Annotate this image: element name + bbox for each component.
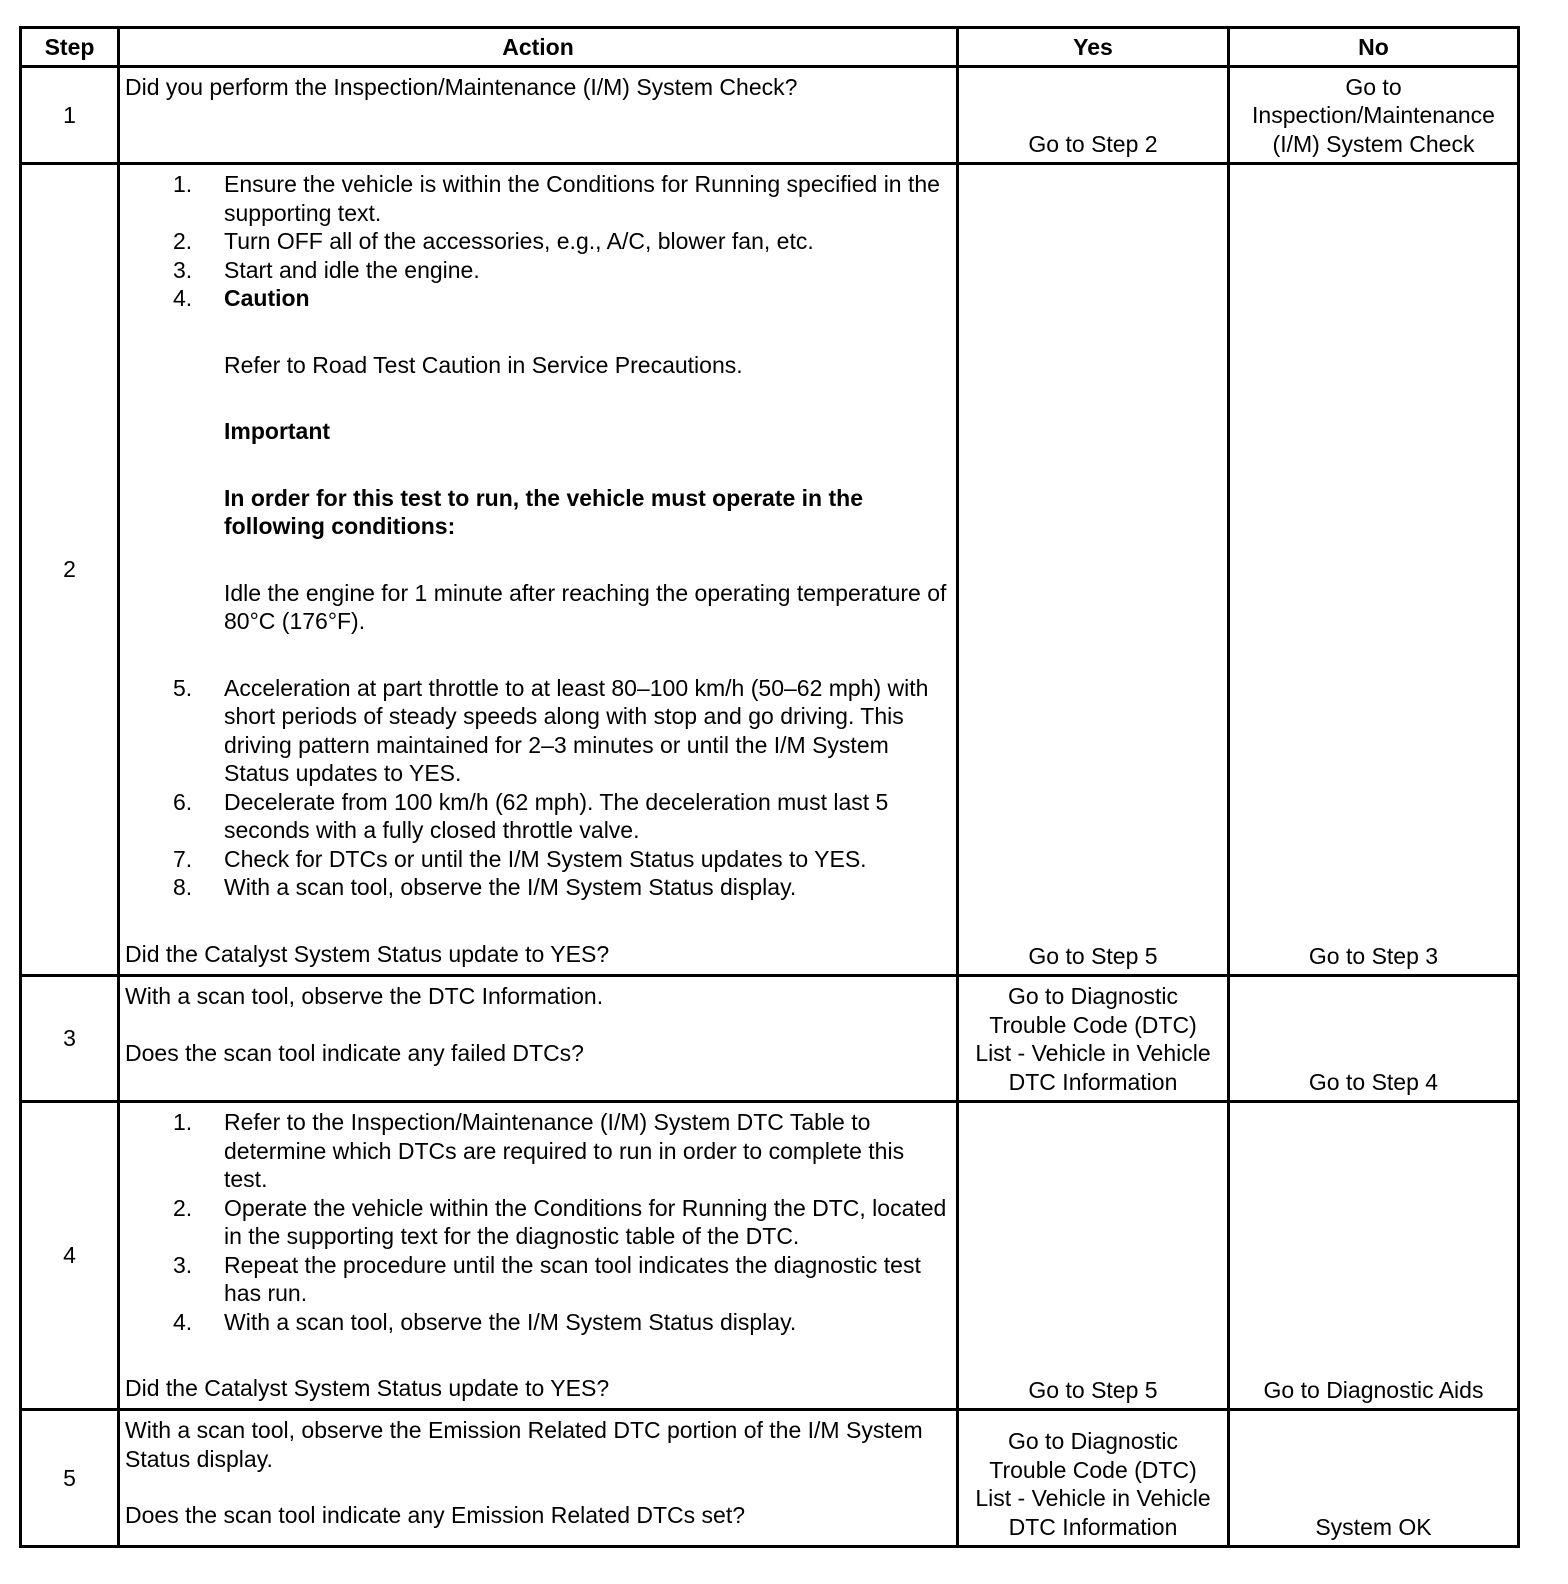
no-cell: Go to Step 4	[1229, 976, 1519, 1102]
question-text: Does the scan tool indicate any Emission Related DTCs set?	[125, 1502, 746, 1528]
list-item: 2. Turn OFF all of the accessories, e.g., A/C, blower fan, etc.	[173, 228, 814, 254]
procedure-list	[125, 170, 952, 313]
yes-cell	[958, 1410, 1229, 1547]
header-step: Step	[21, 28, 119, 67]
action-cell	[119, 67, 958, 164]
action-cell	[119, 976, 958, 1102]
yes-line: Go to Diagnostic	[1007, 983, 1179, 1009]
yes-line: List - Vehicle in Vehicle	[975, 1040, 1211, 1066]
caution-text: Refer to Road Test Caution in Service Precautions.	[224, 351, 743, 378]
action-cell	[119, 164, 958, 976]
yes-line: Trouble Code (DTC)	[989, 1456, 1197, 1483]
header-no: No	[1229, 28, 1519, 67]
instruction-text: With a scan tool, observe the Emission Related DTC portion of the I/M System Status display.	[125, 1417, 923, 1472]
no-line: Inspection/Maintenance	[1252, 102, 1495, 128]
list-item: 4. With a scan tool, observe the I/M System Status display.	[173, 1308, 797, 1335]
table-row	[21, 164, 1519, 976]
no-line: (I/M) System Check	[1272, 130, 1475, 157]
header-yes: Yes	[958, 28, 1229, 67]
list-item: 3. Repeat the procedure until the scan tool indicates the diagnostic test has run.	[173, 1251, 921, 1306]
yes-cell: Go to Step 5	[958, 1102, 1229, 1410]
list-item: 6. Decelerate from 100 km/h (62 mph). The deceleration must last 5 seconds with a fully closed throttle valve.	[173, 788, 889, 843]
yes-line: List - Vehicle in Vehicle	[975, 1485, 1211, 1511]
yes-cell	[958, 976, 1229, 1102]
action-cell	[119, 1102, 958, 1410]
step-number: 1	[21, 67, 119, 164]
yes-line: DTC Information	[1008, 1068, 1178, 1095]
procedure-list	[125, 674, 952, 902]
list-item: 5. Acceleration at part throttle to at least 80–100 km/h (50–62 mph) with short periods of steady speeds along with stop and go driving. This driving pattern maintained for 2–3 minutes or until the I/M System Status updates to YES.	[173, 674, 929, 786]
yes-cell: Go to Step 2	[958, 67, 1229, 164]
important-label: Important	[224, 418, 331, 444]
list-item: 8. With a scan tool, observe the I/M System Status display.	[173, 874, 797, 900]
step-number: 3	[21, 976, 119, 1102]
caution-label: Caution	[224, 285, 310, 311]
table-row	[21, 976, 1519, 1102]
question-text: Does the scan tool indicate any failed DTCs?	[125, 1039, 584, 1066]
list-item: 4. Caution	[173, 285, 310, 311]
no-cell: Go to Step 3	[1229, 164, 1519, 976]
list-item: 3. Start and idle the engine.	[173, 256, 480, 283]
question-text: Did the Catalyst System Status update to YES?	[125, 940, 610, 967]
list-item: 1. Ensure the vehicle is within the Conditions for Running specified in the supporting text.	[173, 171, 940, 226]
no-cell: System OK	[1229, 1410, 1519, 1547]
question-text: Did you perform the Inspection/Maintenance (I/M) System Check?	[125, 74, 798, 100]
header-row	[21, 28, 1519, 67]
important-text: In order for this test to run, the vehicle must operate in the following conditions:	[224, 484, 863, 539]
instruction-text: With a scan tool, observe the DTC Information.	[125, 983, 604, 1009]
header-action: Action	[119, 28, 958, 67]
step-number: 4	[21, 1102, 119, 1410]
idle-condition-text: Idle the engine for 1 minute after reaching the operating temperature of 80°C (176°F).	[224, 579, 947, 634]
procedure-list	[125, 1108, 952, 1336]
no-cell	[1229, 67, 1519, 164]
table-row	[21, 1102, 1519, 1410]
list-item: 1. Refer to the Inspection/Maintenance (I/M) System DTC Table to determine which DTCs are required to run in order to complete this test.	[173, 1109, 905, 1192]
table-row	[21, 67, 1519, 164]
diagnostic-table	[19, 26, 1520, 1548]
yes-line: Go to Diagnostic	[1007, 1428, 1179, 1454]
action-cell	[119, 1410, 958, 1547]
step-number: 5	[21, 1410, 119, 1547]
yes-line: Trouble Code (DTC)	[989, 1011, 1197, 1038]
list-item: 7. Check for DTCs or until the I/M System Status updates to YES.	[173, 845, 867, 872]
list-item: 2. Operate the vehicle within the Conditions for Running the DTC, located in the supporting text for the diagnostic table of the DTC.	[173, 1194, 947, 1249]
question-text: Did the Catalyst System Status update to YES?	[125, 1375, 610, 1401]
no-cell: Go to Diagnostic Aids	[1229, 1102, 1519, 1410]
table-row	[21, 1410, 1519, 1547]
yes-line: DTC Information	[1008, 1513, 1178, 1540]
no-line: Go to	[1345, 73, 1402, 100]
step-number: 2	[21, 164, 119, 976]
yes-cell: Go to Step 5	[958, 164, 1229, 976]
